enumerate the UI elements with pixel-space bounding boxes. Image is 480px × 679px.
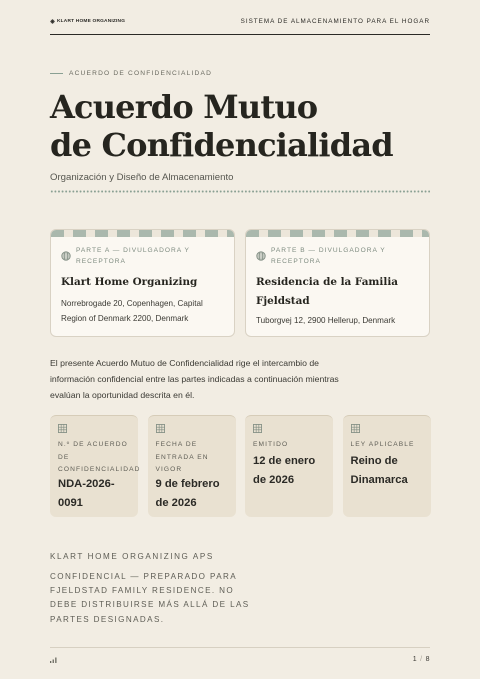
grid-icon bbox=[156, 424, 165, 433]
page-title bbox=[50, 88, 430, 164]
detail-value: 9 de febrero de 2026 bbox=[155, 478, 220, 509]
detail-label: LEY APLICABLE bbox=[350, 441, 415, 448]
detail-label: N.º DE ACUERDO DE CONFIDENCIALIDAD bbox=[58, 441, 141, 474]
party-role: PARTE A — DIVULGADORA Y RECEPTORA bbox=[76, 247, 190, 265]
brand bbox=[50, 19, 125, 24]
eyebrow bbox=[50, 70, 212, 77]
footer-rule bbox=[50, 647, 430, 648]
party-name: Klart Home Organizing bbox=[61, 276, 198, 288]
asterisk-icon bbox=[50, 19, 55, 24]
header-bar bbox=[50, 17, 430, 35]
page-separator: / bbox=[420, 656, 423, 663]
title-line-1: Acuerdo Mutuo bbox=[50, 88, 318, 126]
intro-paragraph: El presente Acuerdo Mutuo de Confidencialidad rige el intercambio de información confidencial entre las partes indicadas a continuación mientras evalúan la oportunidad descrita en él. bbox=[50, 358, 339, 400]
party-card-b bbox=[245, 229, 430, 337]
page-total: 8 bbox=[425, 656, 430, 663]
detail-label: FECHA DE ENTRADA EN VIGOR bbox=[155, 441, 209, 474]
detail-tile-issued bbox=[245, 415, 333, 517]
bars-icon bbox=[50, 657, 57, 663]
grid-icon bbox=[351, 424, 360, 433]
brand-name: KLART HOME ORGANIZING bbox=[57, 19, 126, 24]
detail-tile-effective-date bbox=[148, 415, 236, 517]
detail-value: NDA-2026-0091 bbox=[58, 478, 115, 509]
detail-value: 12 de enero de 2026 bbox=[253, 455, 316, 486]
eyebrow-text: ACUERDO DE CONFIDENCIALIDAD bbox=[69, 70, 213, 77]
party-address: Tuborgvej 12, 2900 Hellerup, Denmark bbox=[256, 316, 396, 325]
header-tagline: SISTEMA DE ALMACENAMIENTO PARA EL HOGAR bbox=[240, 18, 430, 25]
detail-tile-agreement-number bbox=[50, 415, 141, 517]
detail-tile-governing-law bbox=[343, 415, 431, 517]
grid-icon bbox=[253, 424, 262, 433]
grid-icon bbox=[58, 424, 67, 433]
party-name: Residencia de la Familia Fjeldstad bbox=[256, 276, 398, 307]
party-card-a bbox=[50, 229, 235, 337]
dotted-divider bbox=[50, 190, 430, 193]
party-address: Norrebrogade 20, Copenhagen, Capital Region of Denmark 2200, Denmark bbox=[61, 299, 203, 323]
globe-icon bbox=[61, 251, 71, 261]
party-role: PARTE B — DIVULGADORA Y RECEPTORA bbox=[271, 247, 386, 265]
confidential-notice: CONFIDENCIAL — PREPARADO PARA FJELDSTAD FAMILY RESIDENCE. NO DEBE DISTRIBUIRSE MÁS ALLÁ DE LAS PARTES DESIGNADAS. bbox=[50, 572, 250, 624]
document-page bbox=[50, 0, 430, 679]
subtitle: Organización y Diseño de Almacenamiento bbox=[50, 172, 234, 183]
title-line-2: de Confidencialidad bbox=[50, 126, 393, 164]
eyebrow-rule bbox=[50, 73, 63, 75]
card-stripe bbox=[246, 230, 429, 237]
page-current: 1 bbox=[412, 656, 418, 663]
detail-label: EMITIDO bbox=[253, 441, 289, 448]
card-stripe bbox=[51, 230, 234, 237]
detail-value: Reino de Dinamarca bbox=[350, 455, 408, 486]
globe-icon bbox=[256, 251, 266, 261]
footer-organization: KLART HOME ORGANIZING APS bbox=[50, 552, 214, 561]
page-indicator bbox=[413, 656, 430, 663]
